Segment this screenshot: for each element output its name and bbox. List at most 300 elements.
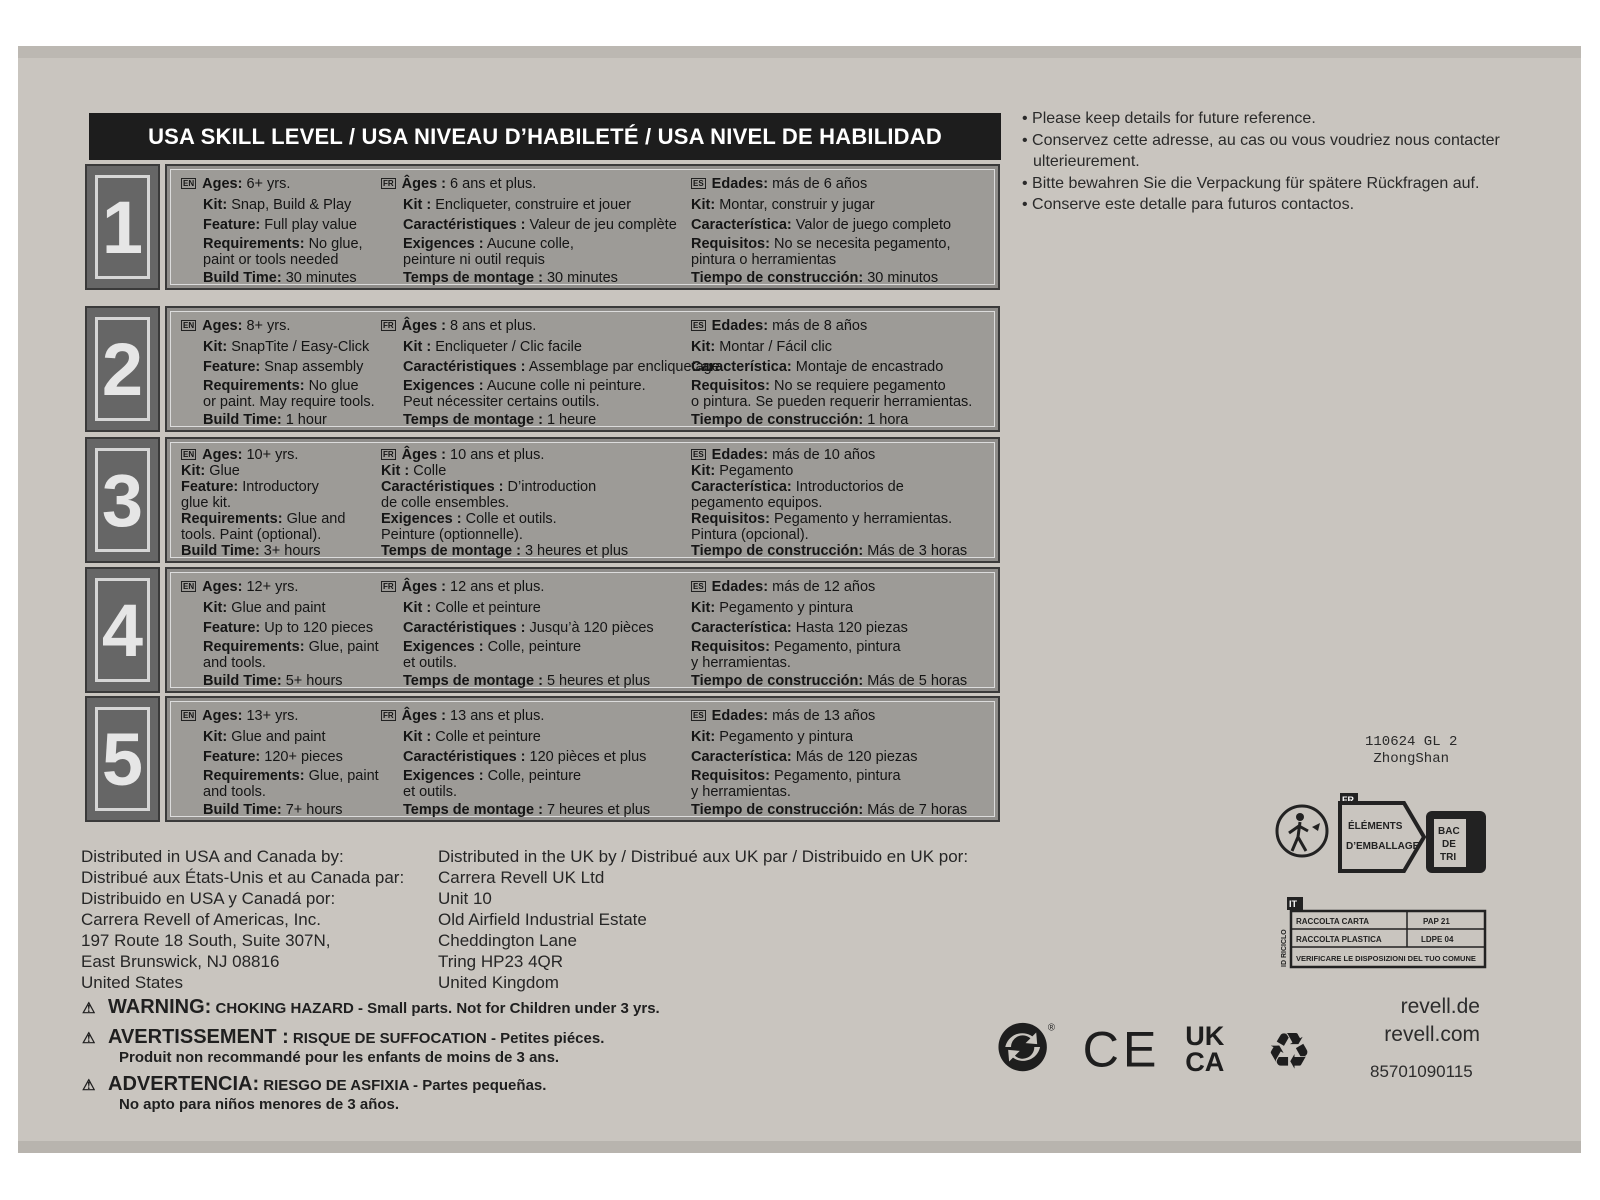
field-value: or paint. May require tools.	[203, 393, 375, 410]
triman-bin3: TRI	[1440, 852, 1457, 863]
language-tag-icon: ES	[693, 711, 704, 720]
level-es-line	[691, 463, 967, 479]
level-fr-line	[381, 394, 720, 410]
level-es-column	[691, 316, 972, 430]
field-label: Tiempo de construcción:	[691, 672, 864, 689]
language-tag-icon: EN	[183, 450, 195, 459]
dist-line: United States	[81, 973, 184, 992]
field-value: pintura o herramientas	[691, 251, 837, 268]
it-row-code: PAP 21	[1423, 917, 1450, 926]
warning-triangle-icon: ⚠	[82, 1030, 96, 1047]
triman-bin2: DE	[1442, 839, 1456, 850]
language-tag-icon: EN	[183, 582, 195, 591]
language-tag-icon: ES	[693, 179, 704, 188]
level-es-line	[691, 639, 967, 655]
level-fr-line	[381, 639, 654, 655]
field-label: Caractéristiques :	[381, 479, 504, 495]
field-value: más de 13 años	[772, 708, 876, 724]
level-number: 4	[95, 578, 150, 682]
level-en-line	[181, 671, 379, 692]
field-value: Pegamento, pintura	[773, 638, 901, 655]
field-value: Más de 3 horas	[867, 543, 968, 559]
level-es-line	[691, 495, 967, 511]
level-es-column	[691, 174, 951, 288]
language-tag-icon: FR	[383, 711, 394, 720]
field-label: Requisitos:	[691, 377, 770, 394]
language-tag-icon: EN	[183, 179, 195, 188]
field-label: Exigences :	[403, 767, 484, 784]
field-label: Temps de montage :	[403, 672, 543, 689]
field-value: 6 ans et plus.	[450, 176, 537, 192]
level-number-box	[85, 437, 160, 563]
level-fr-line	[381, 747, 650, 768]
shrink-wrap-bottom-edge	[18, 1141, 1581, 1153]
level-info-box	[165, 696, 1000, 822]
field-label: Requisitos:	[691, 638, 770, 655]
field-label: Build Time:	[203, 801, 282, 818]
level-fr-line	[381, 706, 650, 727]
level-es-column	[691, 706, 967, 820]
field-value: and tools.	[203, 654, 266, 671]
level-es-line	[691, 378, 972, 394]
field-value: et outils.	[403, 783, 457, 800]
article-number: 85701090115	[1370, 1062, 1473, 1081]
level-number: 5	[95, 707, 150, 811]
field-label: Ages:	[202, 708, 243, 724]
it-side-label: ID RICICLO	[1281, 929, 1288, 967]
field-value: Pintura (opcional).	[691, 527, 809, 543]
field-value: and tools.	[203, 783, 266, 800]
level-es-line	[691, 357, 972, 378]
triman-recycling-logo	[1274, 793, 1489, 883]
field-label: Requisitos:	[691, 235, 770, 252]
field-value: Peinture (optionnelle).	[381, 527, 523, 543]
field-label: Kit :	[403, 338, 432, 355]
level-es-line	[691, 706, 967, 727]
dist-line: Distribuido en USA y Canadá por:	[81, 889, 336, 908]
field-value: 5 heures et plus	[546, 672, 651, 689]
note-line: ulterieurement.	[1033, 153, 1140, 170]
field-label: Kit:	[203, 728, 228, 745]
level-en-line	[181, 747, 379, 768]
field-label: Âges :	[401, 708, 446, 724]
level-number: 3	[95, 448, 150, 552]
dist-line: Carrera Revell of Americas, Inc.	[81, 910, 321, 929]
warning-triangle-icon: ⚠	[82, 1077, 96, 1094]
field-label: Caractéristiques :	[403, 217, 526, 233]
level-es-line	[691, 598, 967, 619]
level-es-line	[691, 252, 951, 268]
field-label: Kit :	[403, 599, 432, 616]
level-fr-line	[381, 337, 720, 358]
field-label: Característica:	[691, 620, 792, 636]
level-number-box	[85, 306, 160, 432]
field-value: Montar, construir y jugar	[719, 196, 875, 213]
field-value: Colle	[413, 463, 447, 479]
dist-line: Tring HP23 4QR	[438, 952, 564, 971]
recycle-icon: ♻	[1266, 1021, 1312, 1078]
field-value: Colle et peinture	[435, 599, 541, 616]
level-number: 1	[95, 175, 150, 279]
contact-notes	[1022, 108, 1500, 216]
level-info-inner	[170, 572, 995, 688]
level-fr-line	[381, 236, 677, 252]
level-en-line	[181, 316, 375, 337]
level-en-line	[181, 639, 379, 655]
field-label: Exigences :	[403, 235, 484, 252]
field-label: Caractéristiques :	[403, 620, 526, 636]
field-value: 8 ans et plus.	[450, 318, 537, 334]
warning-head: AVERTISSEMENT :	[108, 1026, 289, 1048]
field-value: Valor de juego completo	[795, 217, 952, 233]
skill-level-row	[85, 164, 1000, 290]
field-label: Feature:	[203, 620, 261, 636]
level-es-line	[691, 671, 967, 692]
level-es-line	[691, 479, 967, 495]
level-en-column	[181, 577, 379, 691]
language-tag-icon: FR	[383, 582, 394, 591]
level-en-line	[181, 463, 345, 479]
field-value: Montaje de encastrado	[795, 359, 944, 375]
field-value: Snap assembly	[264, 359, 364, 375]
field-label: Requirements:	[203, 377, 305, 394]
level-fr-line	[381, 316, 720, 337]
level-es-line	[691, 236, 951, 252]
field-label: Tiempo de construcción:	[691, 269, 864, 286]
level-en-line	[181, 768, 379, 784]
level-en-line	[181, 618, 379, 639]
field-value: 5+ hours	[285, 672, 343, 689]
field-value: Colle et peinture	[435, 728, 541, 745]
level-fr-line	[381, 174, 677, 195]
level-fr-line	[381, 655, 654, 671]
field-value: Introductory	[242, 479, 319, 495]
field-value: D’introduction	[507, 479, 597, 495]
it-row-label: RACCOLTA PLASTICA	[1296, 935, 1382, 944]
field-value: y herramientas.	[691, 654, 791, 671]
level-number: 2	[95, 317, 150, 421]
field-label: Feature:	[203, 217, 261, 233]
level-en-line	[181, 410, 375, 431]
field-label: Caractéristiques :	[403, 749, 526, 765]
level-en-column	[181, 706, 379, 820]
dist-line: Distribué aux États-Unis et au Canada par:	[81, 868, 405, 887]
field-value: peinture ni outil requis	[403, 251, 545, 268]
field-label: Requisitos:	[691, 767, 770, 784]
field-label: Kit:	[203, 196, 228, 213]
language-tag-icon: EN	[183, 321, 195, 330]
dist-line: Old Airfield Industrial Estate	[438, 910, 647, 929]
level-info-box	[165, 567, 1000, 693]
field-value: 1 hora	[867, 411, 909, 428]
level-info-box	[165, 164, 1000, 290]
level-fr-line	[381, 195, 677, 216]
triman-label2: D’EMBALLAGE	[1346, 841, 1420, 852]
field-value: 13 ans et plus.	[450, 708, 545, 724]
field-value: No glue,	[308, 235, 363, 252]
field-value: 1 hour	[285, 411, 327, 428]
field-label: Exigences :	[381, 511, 462, 527]
level-es-line	[691, 511, 967, 527]
field-value: 12+ yrs.	[246, 579, 299, 595]
field-label: Característica:	[691, 749, 792, 765]
field-value: Aucune colle ni peinture.	[486, 377, 646, 394]
triman-head	[1296, 813, 1304, 821]
triman-arrow-icon	[1312, 823, 1320, 831]
level-en-line	[181, 215, 363, 236]
dist-line: Distributed in the UK by / Distribué aux UK par / Distribuido en UK por:	[438, 847, 969, 866]
field-value: de colle ensembles.	[381, 495, 510, 511]
level-en-line	[181, 727, 379, 748]
field-value: 30 minutos	[867, 269, 939, 286]
it-country: IT	[1289, 899, 1297, 909]
note-line: • Conserve este detalle para futuros contactos.	[1022, 196, 1355, 213]
level-es-line	[691, 195, 951, 216]
field-value: más de 12 años	[772, 579, 876, 595]
level-en-line	[181, 378, 375, 394]
level-es-line	[691, 618, 967, 639]
warning-triangle-icon: ⚠	[82, 1000, 96, 1017]
level-es-line	[691, 410, 972, 431]
field-value: 12 ans et plus.	[450, 579, 545, 595]
field-value: Aucune colle,	[486, 235, 574, 252]
level-fr-line	[381, 410, 720, 431]
level-en-line	[181, 174, 363, 195]
level-en-line	[181, 598, 379, 619]
level-es-line	[691, 394, 972, 410]
language-tag-icon: FR	[383, 179, 394, 188]
field-value: et outils.	[403, 654, 457, 671]
field-value: Assemblage par encliquetage	[528, 359, 720, 375]
level-es-line	[691, 800, 967, 821]
field-label: Característica:	[691, 359, 792, 375]
level-number-box	[85, 696, 160, 822]
field-value: Pegamento, pintura	[773, 767, 901, 784]
field-value: paint or tools needed	[203, 251, 339, 268]
language-tag-icon: FR	[383, 321, 394, 330]
level-fr-column	[381, 706, 650, 820]
it-row-label: RACCOLTA CARTA	[1296, 917, 1370, 926]
field-value: SnapTite / Easy-Click	[231, 338, 370, 355]
it-footer: VERIFICARE LE DISPOSIZIONI DEL TUO COMUNE	[1296, 954, 1476, 963]
field-value: No glue	[308, 377, 359, 394]
field-label: Temps de montage :	[403, 269, 543, 286]
level-number-box	[85, 567, 160, 693]
language-tag-icon: ES	[693, 582, 704, 591]
field-value: 30 minutes	[546, 269, 618, 286]
field-value: Full play value	[264, 217, 357, 233]
warning-en	[82, 996, 660, 1019]
level-info-box	[165, 437, 1000, 563]
field-value: 8+ yrs.	[246, 318, 291, 334]
dist-line: 197 Route 18 South, Suite 307N,	[81, 931, 331, 950]
uk-distributor-block	[438, 846, 968, 993]
code-line: ZhongShan	[1373, 751, 1450, 767]
level-en-line	[181, 527, 345, 543]
level-en-column	[181, 447, 345, 559]
ukca-mark-line2: CA	[1185, 1046, 1225, 1078]
field-value: más de 6 años	[772, 176, 868, 192]
level-fr-column	[381, 447, 628, 559]
field-value: Glue and paint	[231, 728, 326, 745]
level-en-line	[181, 511, 345, 527]
field-label: Tiempo de construcción:	[691, 411, 864, 428]
field-label: Build Time:	[203, 411, 282, 428]
level-es-column	[691, 577, 967, 691]
field-label: Ages:	[202, 447, 243, 463]
field-label: Kit:	[691, 196, 716, 213]
dist-line: Carrera Revell UK Ltd	[438, 868, 605, 887]
field-value: Valeur de jeu complète	[529, 217, 677, 233]
level-info-box	[165, 306, 1000, 432]
field-value: 30 minutes	[285, 269, 357, 286]
field-label: Exigences :	[403, 377, 484, 394]
dist-line: Cheddington Lane	[438, 931, 577, 950]
field-label: Edades:	[711, 579, 769, 595]
level-en-line	[181, 655, 379, 671]
ukca-mark-icon: UK	[1185, 1020, 1225, 1052]
field-value: 3+ hours	[263, 543, 321, 559]
field-value: Glue and	[286, 511, 346, 527]
level-en-column	[181, 174, 363, 288]
triman-arrow-frame	[1340, 803, 1424, 871]
field-label: Ages:	[202, 318, 243, 334]
level-fr-line	[381, 463, 628, 479]
field-label: Kit:	[691, 463, 716, 479]
triman-circle	[1277, 806, 1327, 856]
level-es-line	[691, 543, 967, 559]
level-en-line	[181, 236, 363, 252]
field-label: Feature:	[203, 359, 261, 375]
triman-figure-icon	[1289, 822, 1308, 851]
level-en-line	[181, 784, 379, 800]
warning-head: ADVERTENCIA:	[108, 1073, 260, 1095]
shrink-wrap-top-edge	[18, 46, 1581, 58]
level-en-line	[181, 543, 345, 559]
field-label: Build Time:	[181, 543, 260, 559]
field-label: Kit:	[181, 463, 206, 479]
certification-marks	[990, 1018, 1335, 1078]
field-value: Jusqu’à 120 pièces	[529, 620, 654, 636]
level-en-column	[181, 316, 375, 430]
warning-text-line2: No apto para niños menores de 3 años.	[119, 1096, 400, 1113]
field-value: Pegamento y pintura	[719, 599, 854, 616]
warning-text-line2: Produit non recommandé pour les enfants de moins de 3 ans.	[119, 1049, 560, 1066]
level-en-line	[181, 337, 375, 358]
field-value: más de 10 años	[772, 447, 876, 463]
field-value: Colle et outils.	[465, 511, 557, 527]
field-label: Caractéristiques :	[403, 359, 526, 375]
note-line: • Please keep details for future reference.	[1022, 110, 1316, 127]
field-label: Kit:	[691, 728, 716, 745]
level-fr-line	[381, 357, 720, 378]
field-value: Más de 120 piezas	[795, 749, 918, 765]
level-en-line	[181, 195, 363, 216]
level-es-line	[691, 447, 967, 463]
field-label: Feature:	[203, 749, 261, 765]
triman-bin1: BAC	[1438, 826, 1460, 837]
dist-line: Unit 10	[438, 889, 492, 908]
field-label: Edades:	[711, 318, 769, 334]
triman-country: FR	[1342, 795, 1354, 805]
field-value: Pegamento	[719, 463, 794, 479]
language-tag-icon: ES	[693, 450, 704, 459]
dist-line: Distributed in USA and Canada by:	[81, 847, 344, 866]
field-label: Kit :	[403, 196, 432, 213]
website-de: revell.de	[1400, 995, 1480, 1018]
field-label: Característica:	[691, 479, 792, 495]
triman-label1: ÉLÉMENTS	[1348, 821, 1403, 832]
field-value: 120 pièces et plus	[529, 749, 647, 765]
field-value: 120+ pieces	[264, 749, 343, 765]
note-line: • Conservez cette adresse, au cas ou vous voudriez nous contacter	[1022, 131, 1500, 149]
ce-mark-icon: CE	[1082, 1020, 1161, 1078]
field-value: Introductorios de	[795, 479, 904, 495]
field-value: 1 heure	[546, 411, 597, 428]
level-number-box	[85, 164, 160, 290]
level-en-line	[181, 706, 379, 727]
level-fr-line	[381, 378, 720, 394]
field-label: Âges :	[401, 176, 446, 192]
field-value: 10+ yrs.	[246, 447, 299, 463]
level-es-line	[691, 174, 951, 195]
note-line: • Bitte bewahren Sie die Verpackung für spätere Rückfragen auf.	[1022, 174, 1480, 192]
field-label: Requirements:	[181, 511, 283, 527]
level-en-line	[181, 268, 363, 289]
level-fr-line	[381, 598, 654, 619]
level-en-line	[181, 800, 379, 821]
level-en-line	[181, 394, 375, 410]
level-fr-line	[381, 671, 654, 692]
production-code	[1365, 734, 1457, 768]
field-label: Exigences :	[403, 638, 484, 655]
field-label: Feature:	[181, 479, 239, 495]
level-fr-column	[381, 577, 654, 691]
level-info-inner	[170, 442, 995, 558]
skill-level-header: USA SKILL LEVEL / USA NIVEAU D’HABILETÉ / USA NIVEL DE HABILIDAD	[89, 113, 1001, 160]
field-label: Âges :	[401, 447, 446, 463]
field-label: Edades:	[711, 447, 769, 463]
field-value: Encliqueter, construire et jouer	[435, 196, 632, 213]
field-value: 3 heures et plus	[524, 543, 629, 559]
level-fr-line	[381, 618, 654, 639]
field-label: Tiempo de construcción:	[691, 543, 864, 559]
field-value: Snap, Build & Play	[231, 196, 352, 213]
language-tag-icon: EN	[183, 711, 195, 720]
field-value: No se necesita pegamento,	[773, 235, 951, 252]
field-label: Kit:	[691, 338, 716, 355]
level-fr-line	[381, 784, 650, 800]
level-es-column	[691, 447, 967, 559]
field-value: pegamento equipos.	[691, 495, 823, 511]
field-value: y herramientas.	[691, 783, 791, 800]
level-fr-line	[381, 215, 677, 236]
warning-fr	[82, 1026, 604, 1066]
skill-level-row	[85, 696, 1000, 822]
field-value: Montar / Fácil clic	[719, 338, 833, 355]
level-info-inner	[170, 169, 995, 285]
field-label: Requirements:	[203, 767, 305, 784]
field-label: Temps de montage :	[403, 801, 543, 818]
level-fr-line	[381, 577, 654, 598]
field-value: Colle, peinture	[487, 767, 582, 784]
skill-level-row	[85, 567, 1000, 693]
field-value: Peut nécessiter certains outils.	[403, 393, 600, 410]
level-fr-line	[381, 800, 650, 821]
language-tag-icon: ES	[693, 321, 704, 330]
level-fr-line	[381, 495, 628, 511]
level-fr-column	[381, 174, 677, 288]
